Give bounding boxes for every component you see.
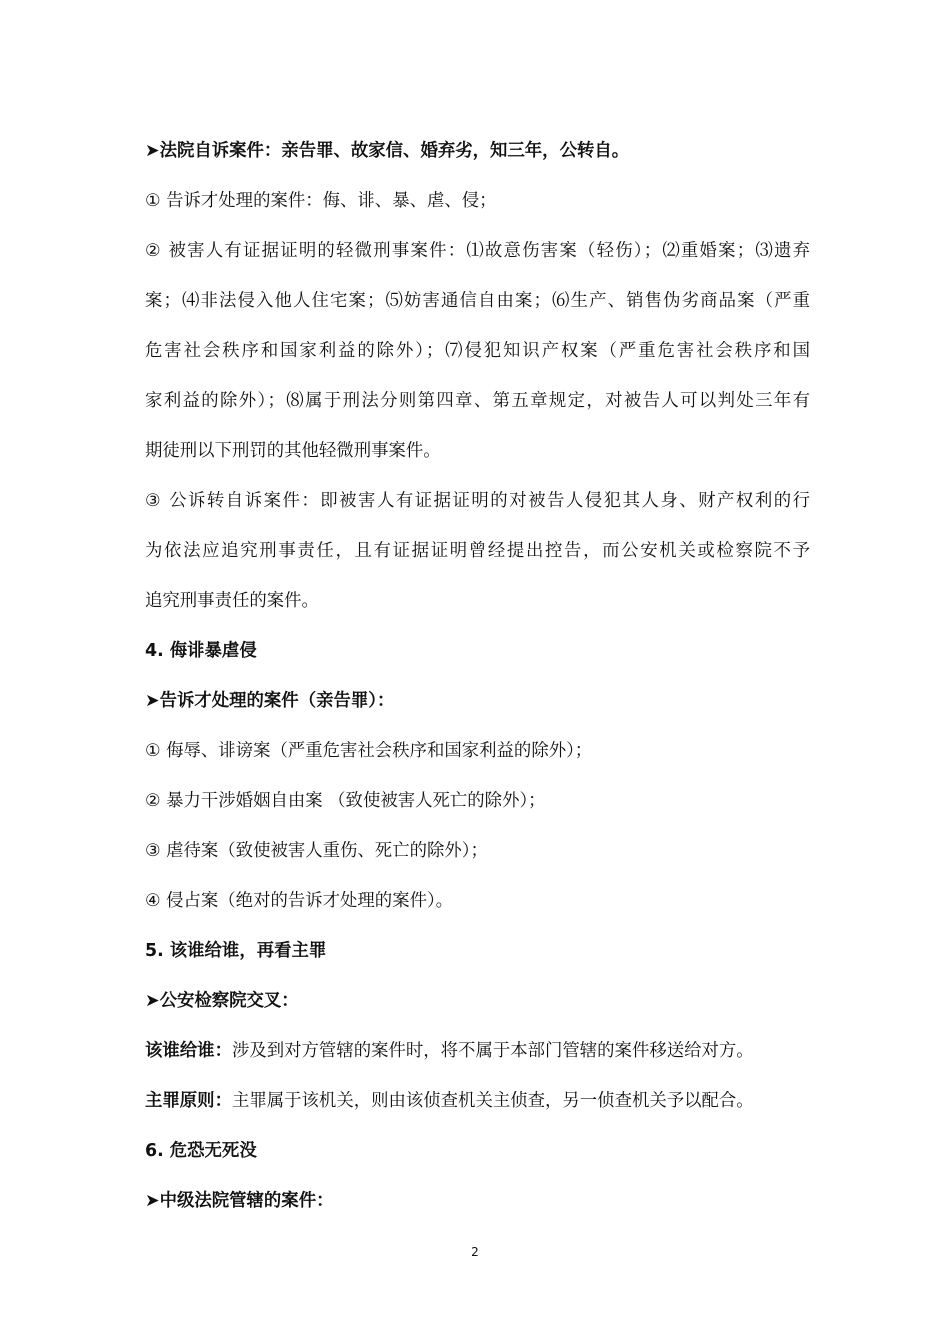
text-line [145, 580, 810, 630]
line-text: 亲告罪、故家信、婚弃劣，知三年，公转自。 [281, 141, 630, 161]
line-text: 家利益的除外）；⑻属于刑法分则第四章、第五章规定，对被告人可以判处三年有 [145, 391, 810, 411]
text-line [145, 330, 810, 380]
bold-lead: ➤公安检察院交叉： [145, 991, 299, 1011]
line-text: 主罪属于该机关，则由该侦查机关主侦查，另一侦查机关予以配合。 [231, 1091, 754, 1111]
text-line [145, 380, 810, 430]
text-line [145, 180, 810, 230]
line-text: ① 告诉才处理的案件：侮、诽、暴、虐、侵； [145, 191, 497, 211]
text-line [145, 1180, 810, 1230]
text-line [145, 230, 810, 280]
text-line [145, 1030, 810, 1080]
line-text: ④ 侵占案（绝对的告诉才处理的案件）。 [145, 891, 454, 911]
text-line [145, 430, 810, 480]
line-text: 期徒刑以下刑罚的其他轻微刑事案件。 [145, 441, 441, 461]
bold-lead: 主罪原则： [145, 1091, 232, 1111]
line-text: 追究刑事责任的案件。 [145, 591, 319, 611]
text-line [145, 280, 810, 330]
line-text: 涉及到对方管辖的案件时，将不属于本部门管辖的案件移送给对方。 [231, 1041, 754, 1061]
text-line [145, 830, 810, 880]
text-line [145, 1130, 810, 1180]
text-line [145, 880, 810, 930]
text-line [145, 130, 810, 180]
text-line [145, 480, 810, 530]
bold-lead: ➤中级法院管辖的案件： [145, 1191, 334, 1211]
text-line [145, 680, 810, 730]
line-text: 危害社会秩序和国家利益的除外）；⑺侵犯知识产权案（严重危害社会秩序和国 [145, 341, 810, 361]
text-line [145, 1080, 810, 1130]
bold-lead: 4. 侮诽暴虐侵 [145, 641, 257, 661]
line-text: 为依法应追究刑事责任，且有证据证明曾经提出控告，而公安机关或检察院不予 [145, 541, 810, 561]
text-line [145, 930, 810, 980]
bold-lead: ➤法院自诉案件： [145, 141, 282, 161]
text-line [145, 980, 810, 1030]
bold-lead: 5. 该谁给谁，再看主罪 [145, 941, 327, 961]
line-text: ① 侮辱、诽谤案（严重危害社会秩序和国家利益的除外）； [145, 741, 593, 761]
line-text: ② 暴力干涉婚姻自由案 （致使被害人死亡的除外）； [145, 791, 546, 811]
text-line [145, 730, 810, 780]
line-text: ③ 虐待案（致使被害人重伤、死亡的除外）； [145, 841, 488, 861]
text-line [145, 780, 810, 830]
bold-lead: ➤告诉才处理的案件（亲告罪）： [145, 691, 395, 711]
line-text: ③ 公诉转自诉案件：即被害人有证据证明的对被告人侵犯其人身、财产权利的行 [145, 491, 810, 511]
text-line [145, 530, 810, 580]
page-number: 2 [471, 1245, 479, 1259]
line-text: ② 被害人有证据证明的轻微刑事案件：⑴故意伤害案（轻伤）；⑵重婚案；⑶遗弃 [145, 241, 810, 261]
document-body [145, 130, 810, 1230]
bold-lead: 该谁给谁： [145, 1041, 232, 1061]
bold-lead: 6. 危恐无死没 [145, 1141, 257, 1161]
line-text: 案；⑷非法侵入他人住宅案；⑸妨害通信自由案；⑹生产、销售伪劣商品案（严重 [145, 291, 810, 311]
text-line [145, 630, 810, 680]
